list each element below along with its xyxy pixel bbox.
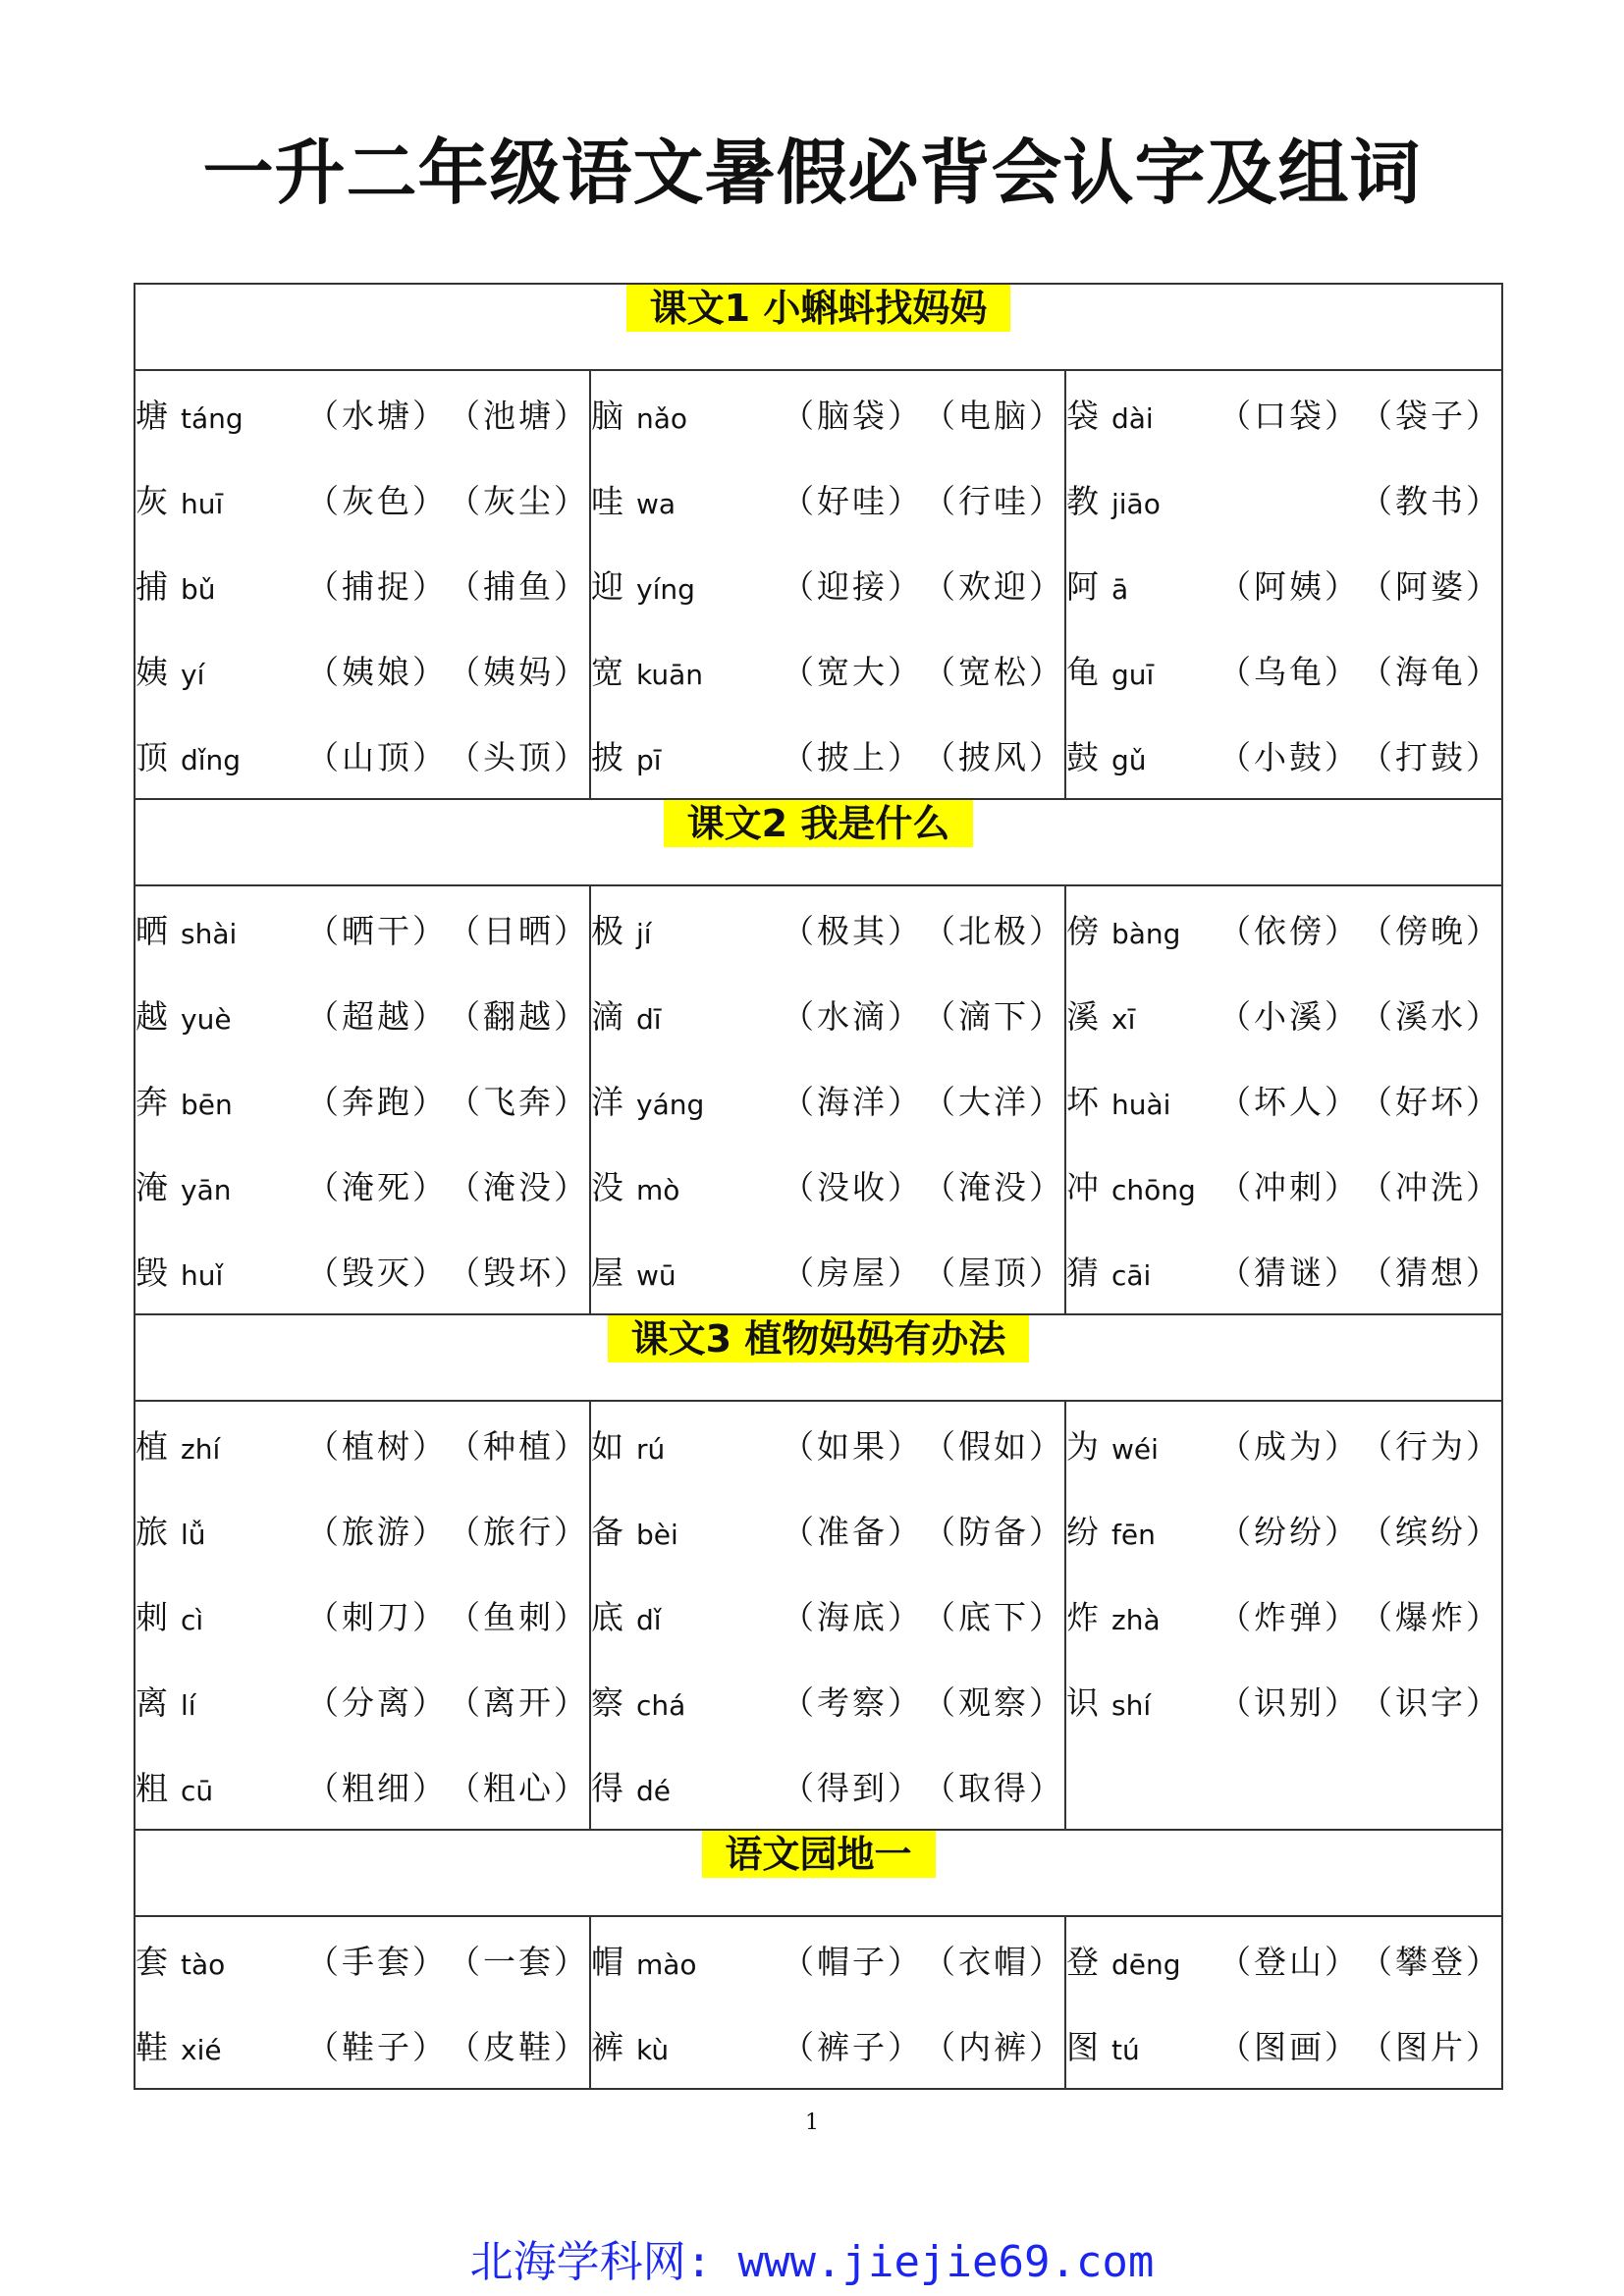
word-phrase-2: （姨妈） <box>448 653 589 691</box>
vocab-entry <box>591 886 1064 972</box>
word-phrase-1: （粗细） <box>306 1769 448 1807</box>
hanzi-char: 帽 <box>591 1943 623 1981</box>
hanzi-char: 纷 <box>1066 1513 1099 1551</box>
word-phrase-1: （捕捉） <box>306 567 448 606</box>
pinyin-text: pī <box>636 744 662 776</box>
word-phrase-1: （口袋） <box>1218 397 1361 435</box>
vocab-entry <box>591 2002 1064 2088</box>
pinyin-text: zhí <box>181 1433 221 1466</box>
section-header-row <box>135 799 1502 885</box>
vocab-entry <box>1066 1402 1501 1487</box>
vocab-entry <box>135 1057 589 1143</box>
vocab-column <box>590 1916 1065 2089</box>
word-phrase-2: （滴下） <box>923 997 1064 1036</box>
vocab-entry <box>1066 1487 1501 1573</box>
word-phrase-2: （防备） <box>923 1513 1064 1551</box>
hanzi-char: 坏 <box>1066 1083 1099 1121</box>
word-phrase-1: （坏人） <box>1218 1083 1361 1121</box>
pinyin-text: dé <box>636 1775 671 1807</box>
word-phrase-2: （皮鞋） <box>448 2028 589 2066</box>
word-phrase-2: （种植） <box>448 1427 589 1466</box>
word-phrase-1: （准备） <box>782 1513 923 1551</box>
word-phrase-1: （小鼓） <box>1218 738 1361 776</box>
word-phrase-2: （头顶） <box>448 738 589 776</box>
vocab-entry <box>1066 2002 1501 2088</box>
hanzi-char: 离 <box>135 1683 168 1722</box>
vocab-entry <box>135 1658 589 1743</box>
hanzi-char: 晒 <box>135 912 168 950</box>
pinyin-text: rú <box>636 1433 666 1466</box>
vocab-column <box>135 1916 590 2089</box>
word-phrase-1: （小溪） <box>1218 997 1361 1036</box>
word-phrase-2: （淹没） <box>923 1168 1064 1206</box>
pinyin-text: dǐng <box>181 744 242 776</box>
hanzi-char: 顶 <box>135 738 168 776</box>
vocab-entry <box>1066 713 1501 798</box>
hanzi-char: 洋 <box>591 1083 623 1121</box>
hanzi-char: 图 <box>1066 2028 1099 2066</box>
word-phrase-2: （溪水） <box>1360 997 1502 1036</box>
section-header-row <box>135 284 1502 370</box>
word-phrase-2: （底下） <box>923 1598 1064 1636</box>
word-phrase-2: （鱼刺） <box>448 1598 589 1636</box>
vocab-entry <box>1066 1917 1501 2002</box>
pinyin-text: lí <box>181 1689 196 1722</box>
vocab-column <box>135 1401 590 1830</box>
word-phrase-2: （捕鱼） <box>448 567 589 606</box>
vocab-column <box>590 1401 1065 1830</box>
hanzi-char: 披 <box>591 738 623 776</box>
hanzi-char: 毁 <box>135 1254 168 1292</box>
hanzi-char: 登 <box>1066 1943 1099 1981</box>
vocab-entry <box>591 542 1064 627</box>
pinyin-text: dī <box>636 1003 662 1036</box>
pinyin-text: wéi <box>1111 1433 1159 1466</box>
page-number: 1 <box>805 2110 819 2135</box>
word-phrase-2: （行为） <box>1360 1427 1502 1466</box>
vocab-entry <box>1066 1658 1501 1743</box>
pinyin-text: fēn <box>1111 1519 1156 1551</box>
section-header-row <box>135 1830 1502 1916</box>
hanzi-char: 鼓 <box>1066 738 1099 776</box>
vocab-column <box>590 370 1065 799</box>
hanzi-char: 为 <box>1066 1427 1099 1466</box>
vocab-entry <box>135 713 589 798</box>
word-phrase-1: （极其） <box>782 912 923 950</box>
word-phrase-2: （攀登） <box>1360 1943 1502 1981</box>
word-phrase-2: （北极） <box>923 912 1064 950</box>
vocab-entry <box>135 886 589 972</box>
word-phrase-2: （傍晚） <box>1360 912 1502 950</box>
vocab-column <box>1065 370 1502 799</box>
hanzi-char: 宽 <box>591 653 623 691</box>
word-phrase-1: （没收） <box>782 1168 923 1206</box>
word-phrase-2: （大洋） <box>923 1083 1064 1121</box>
word-phrase-1: （披上） <box>782 738 923 776</box>
pinyin-text: tú <box>1111 2034 1140 2066</box>
vocab-column <box>135 370 590 799</box>
hanzi-char: 如 <box>591 1427 623 1466</box>
word-phrase-1: （植树） <box>306 1427 448 1466</box>
hanzi-char: 越 <box>135 997 168 1036</box>
section-body-row <box>135 1916 1502 2089</box>
vocab-entry <box>1066 627 1501 713</box>
hanzi-char: 捕 <box>135 567 168 606</box>
hanzi-char: 哇 <box>591 482 623 520</box>
vocab-entry <box>135 1402 589 1487</box>
word-phrase-2: （识字） <box>1360 1683 1502 1722</box>
word-phrase-2: （灰尘） <box>448 482 589 520</box>
word-phrase-2: （图片） <box>1360 2028 1502 2066</box>
vocab-entry <box>135 1743 589 1829</box>
vocab-column <box>1065 885 1502 1314</box>
hanzi-char: 识 <box>1066 1683 1099 1722</box>
section-title: 课文1 小蝌蚪找妈妈 <box>626 285 1011 332</box>
pinyin-text: xié <box>181 2034 222 2066</box>
word-phrase-2: （旅行） <box>448 1513 589 1551</box>
vocab-entry <box>1066 1143 1501 1228</box>
pinyin-text: shí <box>1111 1689 1152 1722</box>
hanzi-char: 备 <box>591 1513 623 1551</box>
hanzi-char: 炸 <box>1066 1598 1099 1636</box>
hanzi-char: 得 <box>591 1769 623 1807</box>
pinyin-text: cū <box>181 1775 214 1807</box>
pinyin-text: tào <box>181 1949 226 1981</box>
hanzi-char: 套 <box>135 1943 168 1981</box>
word-phrase-1: （山顶） <box>306 738 448 776</box>
word-phrase-2: （飞奔） <box>448 1083 589 1121</box>
hanzi-char: 旅 <box>135 1513 168 1551</box>
vocab-entry <box>135 627 589 713</box>
word-phrase-1: （登山） <box>1218 1943 1361 1981</box>
word-phrase-2: （欢迎） <box>923 567 1064 606</box>
vocab-entry <box>591 1057 1064 1143</box>
pinyin-text: bàng <box>1111 918 1181 950</box>
word-phrase-1: （成为） <box>1218 1427 1361 1466</box>
vocab-entry <box>591 1487 1064 1573</box>
hanzi-char: 屋 <box>591 1254 623 1292</box>
word-phrase-1: （海洋） <box>782 1083 923 1121</box>
vocab-entry <box>1066 886 1501 972</box>
pinyin-text: jí <box>636 918 652 950</box>
word-phrase-1: （分离） <box>306 1683 448 1722</box>
pinyin-text: mò <box>636 1174 680 1206</box>
hanzi-char: 猜 <box>1066 1254 1099 1292</box>
vocab-entry <box>1066 542 1501 627</box>
section-title: 课文2 我是什么 <box>664 800 974 847</box>
word-phrase-1: （淹死） <box>306 1168 448 1206</box>
word-phrase-2: （袋子） <box>1360 397 1502 435</box>
word-phrase-2: （日晒） <box>448 912 589 950</box>
vocab-entry <box>135 371 589 456</box>
vocab-entry <box>1066 1573 1501 1658</box>
hanzi-char: 脑 <box>591 397 623 435</box>
pinyin-text: yáng <box>636 1089 705 1121</box>
word-phrase-1: （得到） <box>782 1769 923 1807</box>
word-phrase-1: （晒干） <box>306 912 448 950</box>
vocab-entry <box>135 1143 589 1228</box>
word-phrase-2: （行哇） <box>923 482 1064 520</box>
hanzi-char: 没 <box>591 1168 623 1206</box>
vocab-entry <box>1066 1228 1501 1313</box>
word-phrase-2: （海龟） <box>1360 653 1502 691</box>
vocab-column <box>1065 1401 1502 1830</box>
vocab-entry <box>591 1143 1064 1228</box>
hanzi-char: 袋 <box>1066 397 1099 435</box>
word-phrase-2: （一套） <box>448 1943 589 1981</box>
word-phrase-1: （宽大） <box>782 653 923 691</box>
hanzi-char: 植 <box>135 1427 168 1466</box>
vocab-entry <box>591 713 1064 798</box>
word-phrase-1: （灰色） <box>306 482 448 520</box>
section-body-row <box>135 370 1502 799</box>
word-phrase-1: （炸弹） <box>1218 1598 1361 1636</box>
section-body-row <box>135 885 1502 1314</box>
vocab-entry <box>1066 371 1501 456</box>
pinyin-text: kuān <box>636 659 704 691</box>
pinyin-text: shài <box>181 918 238 950</box>
word-phrase-1: （冲刺） <box>1218 1168 1361 1206</box>
vocab-entry <box>591 371 1064 456</box>
word-phrase-1: （猜谜） <box>1218 1254 1361 1292</box>
pinyin-text: bèi <box>636 1519 678 1551</box>
vocab-entry <box>591 1228 1064 1313</box>
pinyin-text: yuè <box>181 1003 232 1036</box>
footer-watermark: 北海学科网: www.jiejie69.com <box>469 2237 1155 2287</box>
hanzi-char: 粗 <box>135 1769 168 1807</box>
vocab-entry <box>135 1917 589 2002</box>
pinyin-text: yíng <box>636 573 695 606</box>
word-phrase-2: （衣帽） <box>923 1943 1064 1981</box>
word-phrase-1: （图画） <box>1218 2028 1361 2066</box>
word-phrase-2: （教书） <box>1360 482 1502 520</box>
word-phrase-1: （考察） <box>782 1683 923 1722</box>
hanzi-char: 溪 <box>1066 997 1099 1036</box>
vocab-entry <box>135 1487 589 1573</box>
vocab-table <box>134 283 1503 2090</box>
pinyin-text: cì <box>181 1604 204 1636</box>
pinyin-text: cāi <box>1111 1259 1152 1292</box>
word-phrase-2: （披风） <box>923 738 1064 776</box>
vocab-column <box>590 885 1065 1314</box>
pinyin-text: yí <box>181 659 205 691</box>
pinyin-text: gǔ <box>1111 744 1147 776</box>
section-header-row <box>135 1314 1502 1401</box>
word-phrase-1: （毁灭） <box>306 1254 448 1292</box>
pinyin-text: kù <box>636 2034 670 2066</box>
word-phrase-1: （旅游） <box>306 1513 448 1551</box>
vocab-entry <box>591 972 1064 1057</box>
hanzi-char: 灰 <box>135 482 168 520</box>
vocab-entry <box>1066 1057 1501 1143</box>
pinyin-text: táng <box>181 402 244 435</box>
pinyin-text: guī <box>1111 659 1155 691</box>
word-phrase-2: （观察） <box>923 1683 1064 1722</box>
word-phrase-2: （好坏） <box>1360 1083 1502 1121</box>
pinyin-text: huǐ <box>181 1259 224 1292</box>
word-phrase-2: （池塘） <box>448 397 589 435</box>
hanzi-char: 极 <box>591 912 623 950</box>
hanzi-char: 阿 <box>1066 567 1099 606</box>
pinyin-text: jiāo <box>1111 488 1161 520</box>
hanzi-char: 冲 <box>1066 1168 1099 1206</box>
vocab-entry <box>135 2002 589 2088</box>
pinyin-text: zhà <box>1111 1604 1161 1636</box>
pinyin-text: dǐ <box>636 1604 662 1636</box>
section-title: 课文3 植物妈妈有办法 <box>608 1315 1030 1362</box>
vocab-entry <box>591 1402 1064 1487</box>
vocab-entry <box>591 1917 1064 2002</box>
word-phrase-2: （阿婆） <box>1360 567 1502 606</box>
pinyin-text: bēn <box>181 1089 233 1121</box>
word-phrase-1: （裤子） <box>782 2028 923 2066</box>
vocab-column <box>1065 1916 1502 2089</box>
hanzi-char: 龟 <box>1066 653 1099 691</box>
word-phrase-1: （依傍） <box>1218 912 1361 950</box>
vocab-entry <box>135 1228 589 1313</box>
pinyin-text: nǎo <box>636 402 688 435</box>
hanzi-char: 奔 <box>135 1083 168 1121</box>
hanzi-char: 察 <box>591 1683 623 1722</box>
word-phrase-1: （水塘） <box>306 397 448 435</box>
word-phrase-2: （翻越） <box>448 997 589 1036</box>
pinyin-text: wa <box>636 488 677 520</box>
pinyin-text: yān <box>181 1174 232 1206</box>
hanzi-char: 刺 <box>135 1598 168 1636</box>
pinyin-text: dēng <box>1111 1949 1181 1981</box>
word-phrase-2: （电脑） <box>923 397 1064 435</box>
word-phrase-2: （取得） <box>923 1769 1064 1807</box>
hanzi-char: 教 <box>1066 482 1099 520</box>
vocab-entry <box>591 1743 1064 1829</box>
word-phrase-2: （爆炸） <box>1360 1598 1502 1636</box>
word-phrase-2: （冲洗） <box>1360 1168 1502 1206</box>
pinyin-text: bǔ <box>181 573 216 606</box>
vocab-entry <box>135 972 589 1057</box>
word-phrase-2: （内裤） <box>923 2028 1064 2066</box>
hanzi-char: 鞋 <box>135 2028 168 2066</box>
hanzi-char: 裤 <box>591 2028 623 2066</box>
pinyin-text: lǚ <box>181 1519 206 1551</box>
word-phrase-1: （手套） <box>306 1943 448 1981</box>
pinyin-text: chōng <box>1111 1174 1196 1206</box>
vocab-column <box>135 885 590 1314</box>
word-phrase-1: （海底） <box>782 1598 923 1636</box>
word-phrase-2: （猜想） <box>1360 1254 1502 1292</box>
word-phrase-2: （屋顶） <box>923 1254 1064 1292</box>
hanzi-char: 傍 <box>1066 912 1099 950</box>
word-phrase-1: （帽子） <box>782 1943 923 1981</box>
hanzi-char: 淹 <box>135 1168 168 1206</box>
vocab-entry <box>135 1573 589 1658</box>
word-phrase-1: （阿姨） <box>1218 567 1361 606</box>
word-phrase-1: （好哇） <box>782 482 923 520</box>
word-phrase-2: （打鼓） <box>1360 738 1502 776</box>
word-phrase-1: （脑袋） <box>782 397 923 435</box>
section-body-row <box>135 1401 1502 1830</box>
vocab-entry <box>1066 972 1501 1057</box>
word-phrase-2: （淹没） <box>448 1168 589 1206</box>
word-phrase-1: （迎接） <box>782 567 923 606</box>
word-phrase-1: （乌龟） <box>1218 653 1361 691</box>
vocab-entry <box>591 456 1064 542</box>
word-phrase-2: （宽松） <box>923 653 1064 691</box>
hanzi-char: 迎 <box>591 567 623 606</box>
word-phrase-1: （姨娘） <box>306 653 448 691</box>
word-phrase-1: （如果） <box>782 1427 923 1466</box>
word-phrase-1: （刺刀） <box>306 1598 448 1636</box>
word-phrase-1: （鞋子） <box>306 2028 448 2066</box>
page-title: 一升二年级语文暑假必背会认字及组词 <box>202 132 1422 214</box>
hanzi-char: 滴 <box>591 997 623 1036</box>
word-phrase-2: （缤纷） <box>1360 1513 1502 1551</box>
word-phrase-1: （纷纷） <box>1218 1513 1361 1551</box>
word-phrase-2: （假如） <box>923 1427 1064 1466</box>
word-phrase-2: （粗心） <box>448 1769 589 1807</box>
pinyin-text: huài <box>1111 1089 1171 1121</box>
word-phrase-2: （毁坏） <box>448 1254 589 1292</box>
pinyin-text: chá <box>636 1689 686 1722</box>
word-phrase-1: （房屋） <box>782 1254 923 1292</box>
word-phrase-1: （识别） <box>1218 1683 1361 1722</box>
pinyin-text: huī <box>181 488 224 520</box>
pinyin-text: xī <box>1111 1003 1136 1036</box>
hanzi-char: 姨 <box>135 653 168 691</box>
word-phrase-1: （水滴） <box>782 997 923 1036</box>
section-title: 语文园地一 <box>702 1831 936 1878</box>
pinyin-text: wū <box>636 1259 677 1292</box>
pinyin-text: mào <box>636 1949 697 1981</box>
vocab-entry <box>135 456 589 542</box>
hanzi-char: 底 <box>591 1598 623 1636</box>
vocab-entry <box>591 1658 1064 1743</box>
pinyin-text: dài <box>1111 402 1154 435</box>
vocab-entry <box>1066 456 1501 542</box>
hanzi-char: 塘 <box>135 397 168 435</box>
vocab-entry <box>591 1573 1064 1658</box>
word-phrase-1: （奔跑） <box>306 1083 448 1121</box>
vocab-entry <box>591 627 1064 713</box>
word-phrase-1: （超越） <box>306 997 448 1036</box>
pinyin-text: ā <box>1111 573 1129 606</box>
word-phrase-2: （离开） <box>448 1683 589 1722</box>
vocab-entry <box>135 542 589 627</box>
